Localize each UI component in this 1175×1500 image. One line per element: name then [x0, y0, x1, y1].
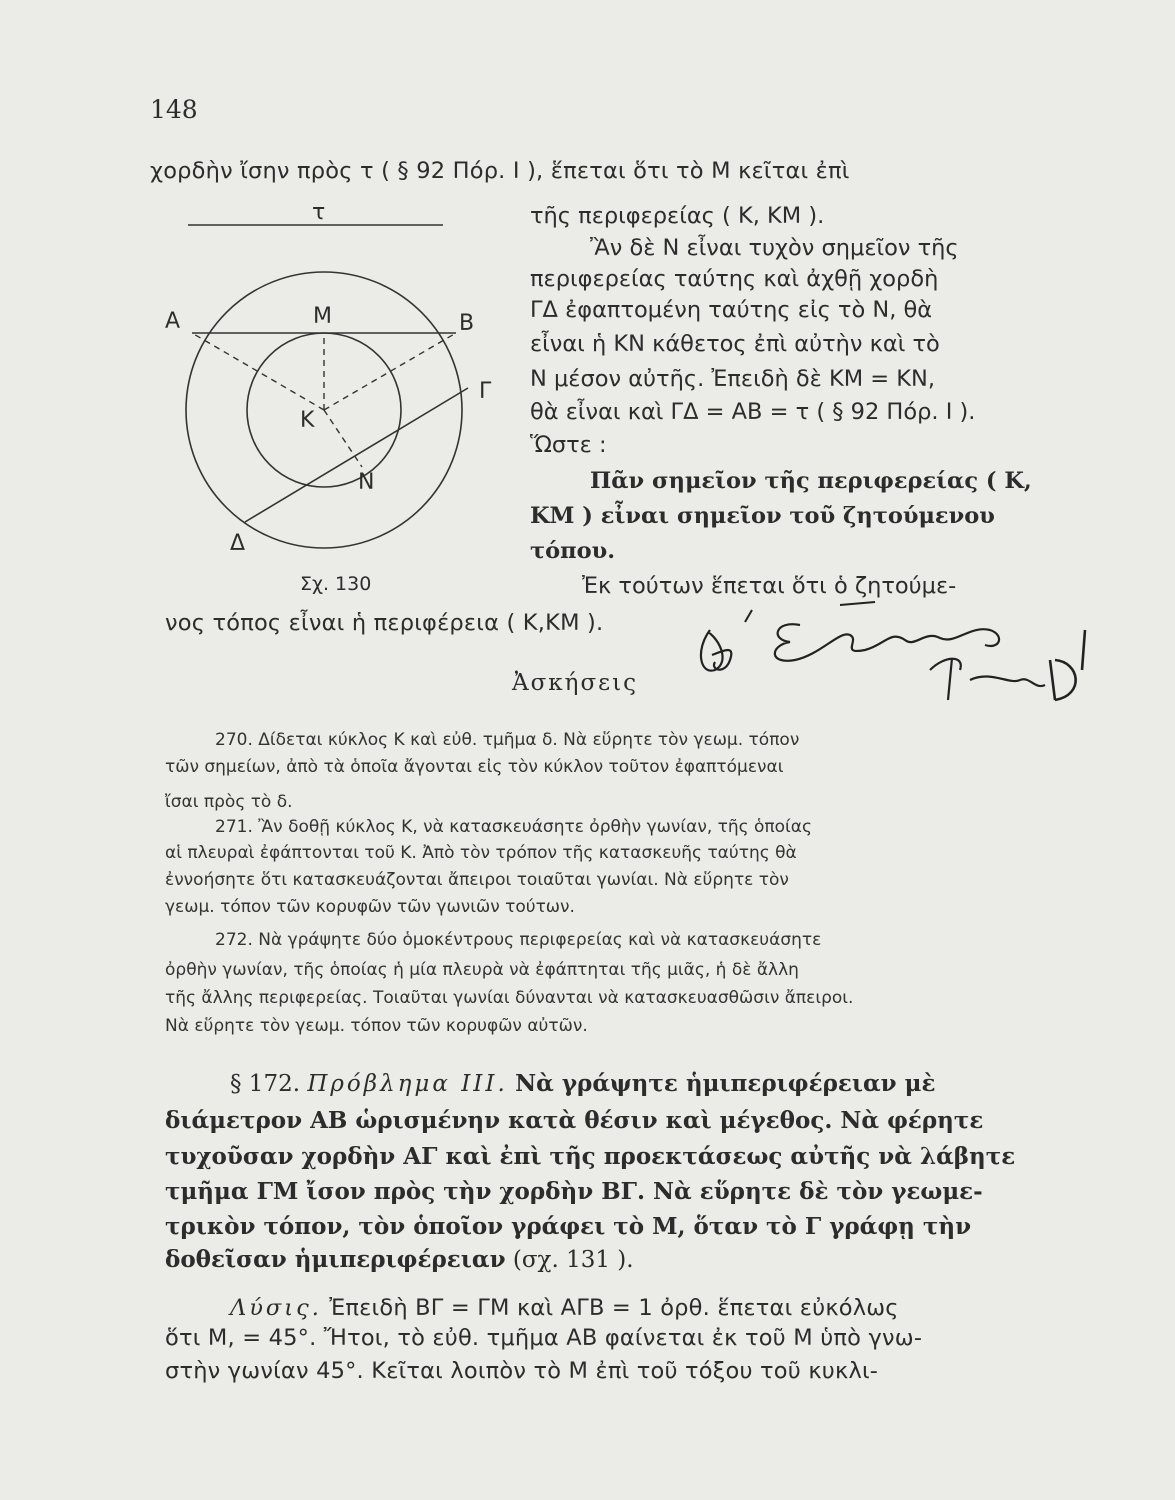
exercise-line: 272. Νὰ γράψητε δύο ὁμοκέντρους περιφερείας καὶ νὰ κατασκευάσητε [215, 930, 822, 950]
text-line: ΓΔ ἐφαπτομένη ταύτης εἰς τὸ Ν, θὰ [530, 297, 933, 323]
problem-text: δοθεῖσαν ἡμιπεριφέρειαν [165, 1246, 506, 1273]
text-line-bold: τόπου. [530, 538, 616, 564]
problem-line: τμῆμα ΓΜ ἴσον πρὸς τὴν χορδὴν ΒΓ. Νὰ εὕρητε δὲ τὸν γεωμε- [165, 1178, 983, 1205]
problem-line: τρικὸν τόπον, τὸν ὁποῖον γράφει τὸ Μ, ὅταν τὸ Γ γράφῃ τὴν [165, 1213, 972, 1240]
text-line: νος τόπος εἶναι ἡ περιφέρεια ( Κ,ΚΜ ). [165, 610, 604, 636]
handwritten-signature [690, 600, 1090, 710]
problem-line [165, 1246, 634, 1273]
exercise-line: 271. Ἂν δοθῇ κύκλος Κ, νὰ κατασκευάσητε ὀρθὴν γωνίαν, τῆς ὁποίας [215, 817, 812, 837]
solution-line: ὅτι Μ, = 45°. Ἤτοι, τὸ εὐθ. τμῆμα ΑΒ φαίνεται ἐκ τοῦ Μ ὑπὸ γνω- [165, 1325, 923, 1351]
section-heading: Ἀσκήσεις [512, 670, 638, 696]
text-line: χορδὴν ἴσην πρὸς τ ( § 92 Πόρ. Ι ), ἕπεται ὅτι τὸ Μ κεῖται ἐπὶ [150, 158, 850, 184]
exercise-line: αἱ πλευραὶ ἐφάπτονται τοῦ Κ. Ἀπὸ τὸν τρόπον τῆς κατασκευῆς ταύτης θὰ [165, 843, 797, 863]
exercise-line: τῶν σημείων, ἀπὸ τὰ ὁποῖα ἄγονται εἰς τὸν κύκλον τοῦτον ἐφαπτόμεναι [165, 757, 784, 777]
label-N: Ν [358, 470, 375, 495]
text-line: εἶναι ἡ ΚΝ κάθετος ἐπὶ αὐτὴν καὶ τὸ [530, 331, 940, 357]
label-K: Κ [300, 408, 315, 433]
text-line-bold: ΚΜ ) εἶναι σημεῖον τοῦ ζητούμενου [530, 503, 995, 529]
text-line: τῆς περιφερείας ( Κ, ΚΜ ). [530, 203, 825, 229]
exercise-line: ὀρθὴν γωνίαν, τῆς ὁποίας ἡ μία πλευρὰ νὰ ἐφάπτηται τῆς μιᾶς, ἡ δὲ ἄλλη [165, 960, 799, 980]
solution-line [230, 1295, 899, 1321]
label-A: Α [165, 309, 181, 334]
problem-line: διάμετρον ΑΒ ὡρισμένην κατὰ θέσιν καὶ μέγεθος. Νὰ φέρητε [165, 1107, 984, 1134]
exercise-line: ἐννοήσητε ὅτι κατασκευάζονται ἄπειροι τοιαῦται γωνίαι. Νὰ εὕρητε τὸν [165, 870, 789, 890]
problem-line [230, 1070, 935, 1097]
section-number: § 172. [230, 1071, 301, 1097]
text-line: Ν μέσον αὐτῆς. Ἐπειδὴ δὲ ΚΜ = ΚΝ, [530, 366, 936, 392]
exercise-line: γεωμ. τόπον τῶν κορυφῶν τῶν γωνιῶν τούτων. [165, 897, 575, 917]
label-B: Β [459, 311, 475, 336]
solution-label: Λύσις. [230, 1295, 322, 1321]
text-line-bold: Πᾶν σημεῖον τῆς περιφερείας ( Κ, [590, 468, 1032, 494]
problem-title: Πρόβλημα ΙΙΙ. [307, 1071, 508, 1097]
text-line: περιφερείας ταύτης καὶ ἀχθῇ χορδὴ [530, 266, 939, 292]
figure-caption: Σχ. 130 [300, 573, 372, 595]
text-line: Ἂν δὲ Ν εἶναι τυχὸν σημεῖον τῆς [590, 235, 959, 261]
page-number: 148 [150, 95, 198, 124]
problem-line: τυχοῦσαν χορδὴν ΑΓ καὶ ἐπὶ τῆς προεκτάσεως αὐτῆς νὰ λάβητε [165, 1143, 1016, 1170]
chord-GD [245, 388, 468, 522]
problem-text: Νὰ γράψητε ἡμιπεριφέρειαν μὲ [515, 1070, 936, 1097]
text-line: Ὥστε : [530, 432, 607, 458]
exercise-line: ἴσαι πρὸς τὸ δ. [165, 792, 293, 812]
text-line: Ἐκ τούτων ἕπεται ὅτι ὁ ζητούμε- [582, 573, 957, 599]
exercise-line: Νὰ εὕρητε τὸν γεωμ. τόπον τῶν κορυφῶν αὐτῶν. [165, 1016, 588, 1036]
problem-text: (σχ. 131 ). [512, 1247, 634, 1273]
figure-130 [150, 205, 495, 560]
label-D: Δ [230, 531, 246, 556]
label-M: Μ [313, 304, 332, 329]
text-line: θὰ εἶναι καὶ ΓΔ = ΑΒ = τ ( § 92 Πόρ. Ι ). [530, 399, 976, 425]
radius-KN [324, 410, 362, 467]
solution-line: στὴν γωνίαν 45°. Κεῖται λοιπὸν τὸ Μ ἐπὶ τοῦ τόξου τοῦ κυκλι- [165, 1358, 879, 1384]
exercise-line: 270. Δίδεται κύκλος Κ καὶ εὐθ. τμῆμα δ. Νὰ εὕρητε τὸν γεωμ. τόπον [215, 730, 800, 750]
exercise-line: τῆς ἄλλης περιφερείας. Τοιαῦται γωνίαι δύνανται νὰ κατασκευασθῶσιν ἄπειροι. [165, 988, 854, 1008]
label-tau: τ [312, 205, 326, 225]
solution-text: Ἐπειδὴ ΒΓ = ΓΜ καὶ ΑΓΒ = 1 ὀρθ. ἕπεται εὐκόλως [329, 1295, 899, 1321]
label-G: Γ [479, 379, 492, 404]
